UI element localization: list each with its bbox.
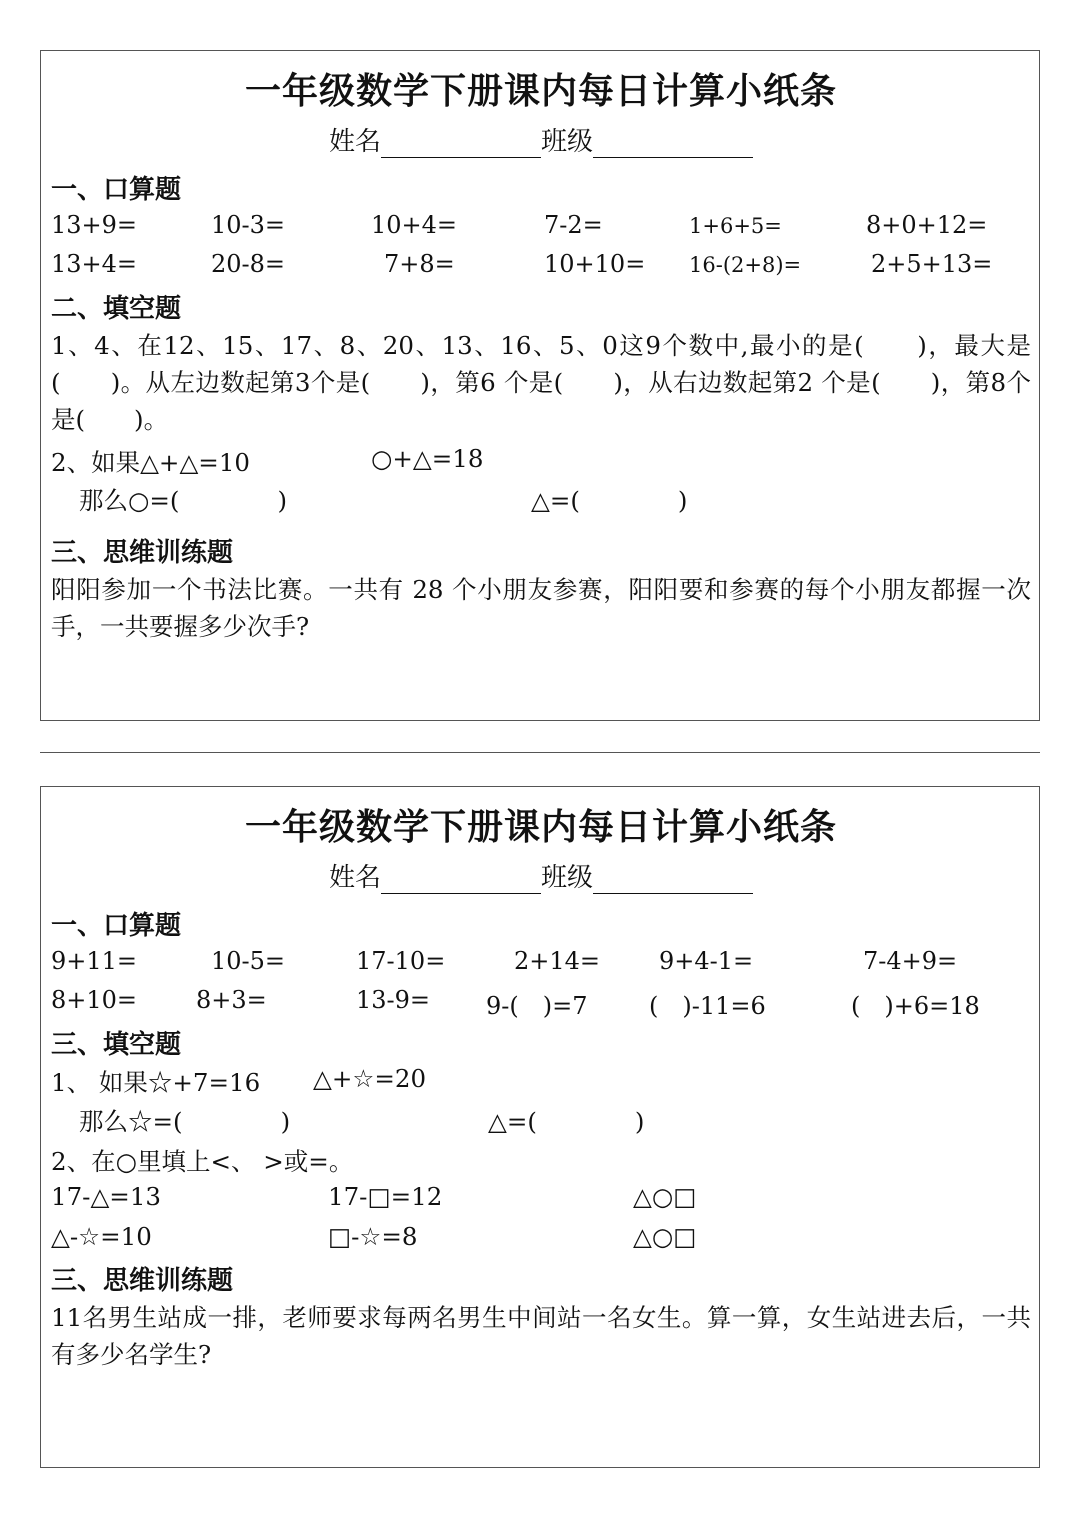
oral-problem: 10+10= [544, 250, 646, 278]
oral-problem: 20-8= [211, 250, 286, 278]
fill-question-1-line2b: △=( ) [488, 1107, 645, 1136]
compare-item: □-☆=8 [328, 1222, 418, 1251]
oral-problem: 7-4+9= [863, 947, 958, 975]
oral-problem: 2+14= [514, 947, 601, 975]
fill-question-2-line1b: ○+△=18 [371, 444, 484, 473]
section-heading-oral: 一、口算题 [51, 175, 182, 205]
compare-item: △-☆=10 [51, 1222, 152, 1251]
fill-question-1-line1b: △+☆=20 [313, 1064, 427, 1093]
section-heading-fill: 三、填空题 [51, 1030, 182, 1060]
oral-problem: 1+6+5= [689, 214, 782, 238]
oral-problem: 10-5= [211, 947, 286, 975]
oral-problem: 10+4= [371, 211, 458, 239]
compare-item: △○□ [633, 1222, 697, 1251]
oral-problem: 2+5+13= [871, 250, 993, 278]
worksheet-card-1 [40, 50, 1040, 721]
oral-problem: 8+3= [196, 986, 267, 1014]
oral-problem: 9-( )=7 [486, 992, 588, 1020]
name-class-line [41, 121, 1041, 158]
oral-problem: 13-9= [356, 986, 431, 1014]
section-heading-thinking: 三、思维训练题 [51, 1266, 234, 1296]
page-divider [40, 752, 1040, 753]
oral-problem: 9+4-1= [659, 947, 754, 975]
oral-problem: ( )-11=6 [649, 992, 766, 1020]
name-label: 姓名 [328, 127, 381, 157]
section-heading-thinking: 三、思维训练题 [51, 538, 234, 568]
class-blank[interactable] [593, 129, 753, 158]
oral-problem: 13+4= [51, 250, 138, 278]
fill-question-2-line1a: 2、如果△+△=10 [51, 448, 251, 477]
section-heading-oral: 一、口算题 [51, 911, 182, 941]
card-title: 一年级数学下册课内每日计算小纸条 [244, 807, 837, 848]
thinking-question: 阳阳参加一个书法比赛。一共有 28 个小朋友参赛，阳阳要和参赛的每个小朋友都握一次手，一共要握多少次手? [51, 575, 1031, 641]
section-heading-fill: 二、填空题 [51, 294, 182, 324]
oral-problem: 9+11= [51, 947, 138, 975]
oral-problem: ( )+6=18 [851, 992, 980, 1020]
oral-problem: 8+10= [51, 986, 138, 1014]
fill-question-2-line2b: △=( ) [531, 486, 688, 515]
oral-problem: 16-(2+8)= [689, 253, 802, 277]
class-blank[interactable] [593, 865, 753, 894]
compare-item: 17-□=12 [328, 1182, 443, 1211]
fill-question-2-line2a: 那么○=( ) [79, 486, 288, 515]
fill-question-1-line1a: 1、 如果☆+7=16 [51, 1068, 261, 1097]
class-label: 班级 [541, 127, 594, 157]
oral-problem: 7+8= [384, 250, 455, 278]
name-blank[interactable] [381, 865, 541, 894]
compare-item: △○□ [633, 1182, 697, 1211]
name-class-line [41, 857, 1041, 894]
fill-question-1-line2a: 那么☆=( ) [79, 1107, 291, 1136]
oral-problem: 10-3= [211, 211, 286, 239]
compare-item: 17-△=13 [51, 1182, 161, 1211]
card-title: 一年级数学下册课内每日计算小纸条 [244, 71, 837, 112]
fill-question-1: 1、4、在12、15、17、8、20、13、16、5、0这9个数中,最小的是( )，最大是( )。从左边数起第3个是( )，第6 个是( )，从右边数起第2 个是( )，第8个是( )。 [51, 331, 1031, 434]
name-label: 姓名 [328, 863, 381, 893]
oral-problem: 8+0+12= [866, 211, 988, 239]
oral-problem: 17-10= [356, 947, 446, 975]
thinking-question: 11名男生站成一排，老师要求每两名男生中间站一名女生。算一算，女生站进去后，一共有多少名学生? [51, 1303, 1031, 1369]
oral-problem: 7-2= [544, 211, 603, 239]
worksheet-card-2 [40, 786, 1040, 1468]
oral-problem: 13+9= [51, 211, 138, 239]
class-label: 班级 [541, 863, 594, 893]
name-blank[interactable] [381, 129, 541, 158]
fill-question-2-title: 2、在○里填上<、 >或=。 [51, 1147, 354, 1176]
